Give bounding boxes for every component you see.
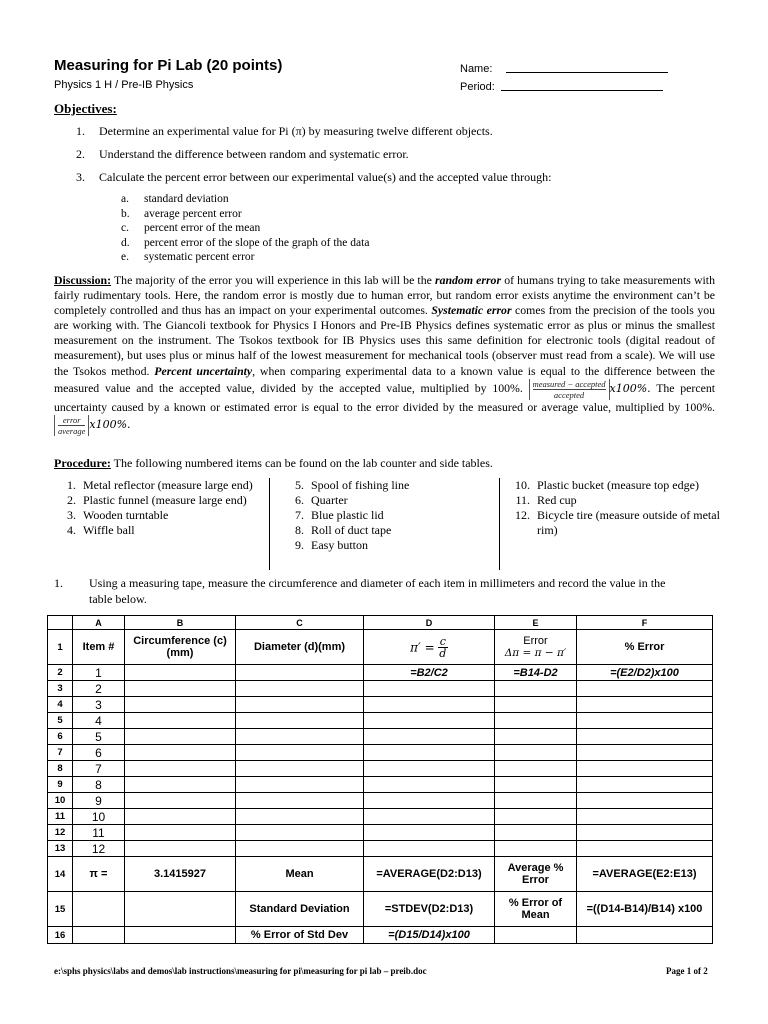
circumference-cell[interactable] [125,809,236,825]
mean-formula: =AVERAGE(D2:D13) [364,857,495,892]
item-number: 10. [515,478,530,492]
document-title [54,57,282,74]
procedure-intro-text: The following numbered items can be found on the lab counter and side tables. [110,456,493,470]
row-number: 12 [48,825,73,841]
percent-error-cell[interactable] [577,777,713,793]
table-row [48,745,713,761]
error-cell[interactable] [495,841,577,857]
diameter-cell[interactable] [236,681,364,697]
formula-cell: =B14-D2 [495,665,577,681]
subitem-text: systematic percent error [144,251,255,264]
percent-uncertainty-fraction [529,379,610,400]
std-dev-error-formula: =(D15/D14)x100 [364,927,495,944]
item-number: 11. [515,493,530,507]
discussion-text: The majority of the error you will experience in this lab will be the [111,273,435,287]
procedure-heading: Procedure: [54,456,111,470]
pi-cell[interactable] [364,777,495,793]
header-circumference: Circumference (c)(mm) [125,630,236,665]
period-field [460,80,663,93]
column-letter: F [577,616,713,630]
random-error-term: random error [434,273,502,287]
measurement-table [47,615,713,944]
item-number: 6. [295,493,304,507]
column-divider [269,478,270,570]
pi-cell[interactable] [364,681,495,697]
objective-item [76,147,409,162]
subitem [121,221,369,236]
header-diameter: Diameter (d)(mm) [236,630,364,665]
subitem-text: percent error of the mean [144,222,261,235]
empty-cell [125,892,236,927]
empty-cell [495,927,577,944]
percent-error-cell[interactable] [577,761,713,777]
pi-cell[interactable] [364,761,495,777]
pi-cell[interactable] [364,729,495,745]
discussion-text: , when comparing experimental data to a known value is equal to the difference between the measured value and the accepted value, divided by the accepted value, multiplied by 100%. [54,363,716,395]
diameter-cell[interactable] [236,841,364,857]
fraction-denominator: average [58,425,86,436]
error-cell[interactable] [495,809,577,825]
points-text: (20 points) [206,57,283,74]
percent-error-cell[interactable] [577,841,713,857]
item-number: 4. [67,523,76,537]
item-number-cell: 7 [73,761,125,777]
error-cell[interactable] [495,825,577,841]
diameter-cell[interactable] [236,777,364,793]
discussion-paragraph [54,273,715,436]
item-number: 7. [295,508,304,522]
table-row [48,713,713,729]
diameter-cell[interactable] [236,665,364,681]
circumference-cell[interactable] [125,681,236,697]
circumference-cell[interactable] [125,745,236,761]
name-label: Name: [460,63,493,75]
header-pi-prime [364,630,495,665]
procedure-item [282,523,492,538]
circumference-cell[interactable] [125,665,236,681]
error-label: Error [523,635,548,647]
error-cell[interactable] [495,729,577,745]
objective-item [76,170,551,185]
column-divider [499,478,500,570]
objective-subitems [121,192,369,265]
fraction-numerator: measured − accepted [532,378,606,389]
column-letter: B [125,616,236,630]
name-blank-line [506,62,668,73]
corner-cell [48,616,73,630]
error-cell[interactable] [495,793,577,809]
pi-cell[interactable] [364,713,495,729]
average-error-formula: =AVERAGE(E2:E13) [577,857,713,892]
objective-number: 2. [76,147,85,161]
subitem-letter: a. [121,193,129,205]
fraction-denominator: accepted [553,389,585,400]
circumference-cell[interactable] [125,777,236,793]
formula-cell: =(E2/D2)x100 [577,665,713,681]
item-number-cell: 5 [73,729,125,745]
percent-error-cell[interactable] [577,729,713,745]
procedure-item [282,493,492,508]
objective-text: Understand the difference between random and systematic error. [99,147,409,161]
pi-cell[interactable] [364,697,495,713]
item-text: Red cup [537,493,577,507]
item-number-cell: 3 [73,697,125,713]
pi-value: 3.1415927 [125,857,236,892]
empty-cell [577,927,713,944]
row-number: 3 [48,681,73,697]
formula-cell: =B2/C2 [364,665,495,681]
procedure-item [282,538,492,553]
item-text: Quarter [311,493,348,507]
summary-row-std-error [48,927,713,944]
procedure-item [54,478,259,493]
pi-cell[interactable] [364,809,495,825]
average-error-label: Average % Error [495,857,577,892]
item-number-cell: 9 [73,793,125,809]
item-number: 8. [295,523,304,537]
table-row [48,809,713,825]
circumference-cell[interactable] [125,825,236,841]
procedure-step-1 [54,575,665,607]
empty-cell [125,927,236,944]
subitem [121,250,369,265]
subitem-letter: b. [121,207,130,220]
item-number-cell: 6 [73,745,125,761]
diameter-cell[interactable] [236,713,364,729]
procedure-item [508,478,720,493]
header-item: Item # [73,630,125,665]
diameter-cell[interactable] [236,745,364,761]
error-cell[interactable] [495,713,577,729]
table-row [48,729,713,745]
row-number: 10 [48,793,73,809]
pi-prime-lhs: π′ = [410,640,435,654]
header-row [48,630,713,665]
subitem [121,236,369,251]
row-number: 14 [48,857,73,892]
procedure-list-col2 [282,478,492,553]
item-text: Blue plastic lid [311,508,384,522]
std-dev-error-label: % Error of Std Dev [236,927,364,944]
item-text: Wooden turntable [83,508,169,522]
header-percent-error: % Error [577,630,713,665]
item-number-cell: 12 [73,841,125,857]
fraction-multiplier: x100%. [609,381,651,395]
error-of-mean-label: % Error of Mean [495,892,577,927]
item-number: 12. [515,508,530,522]
item-number: 1. [67,478,76,492]
column-letter: E [495,616,577,630]
step-text-cont: table below. [89,592,147,606]
course-subtitle: Physics 1 H / Pre-IB Physics [54,79,194,91]
std-dev-label: Standard Deviation [236,892,364,927]
table-row [48,697,713,713]
row-number: 1 [48,630,73,665]
objective-text: Calculate the percent error between our experimental value(s) and the accepted value through: [99,170,552,184]
item-number-cell: 1 [73,665,125,681]
objective-number: 3. [76,170,85,184]
pi-denominator: d [439,646,447,660]
row-number: 4 [48,697,73,713]
diameter-cell[interactable] [236,729,364,745]
error-cell[interactable] [495,745,577,761]
item-text: Metal reflector (measure large end) [83,478,253,492]
table-row [48,761,713,777]
row-number: 9 [48,777,73,793]
row-number: 11 [48,809,73,825]
circumference-cell[interactable] [125,761,236,777]
item-text: Bicycle tire (measure outside of metal rim) [537,508,720,537]
objective-text: Determine an experimental value for Pi (π) by measuring twelve different objects. [99,124,493,138]
procedure-item [54,508,259,523]
error-cell[interactable] [495,777,577,793]
diameter-cell[interactable] [236,793,364,809]
pi-cell[interactable] [364,745,495,761]
procedure-item [282,508,492,523]
summary-row-mean [48,857,713,892]
item-number-cell: 2 [73,681,125,697]
row-number: 8 [48,761,73,777]
table-row [48,665,713,681]
row-number: 15 [48,892,73,927]
circumference-cell[interactable] [125,841,236,857]
pi-cell[interactable] [364,793,495,809]
table-row [48,825,713,841]
subitem [121,192,369,207]
percent-error-cell[interactable] [577,681,713,697]
subitem-letter: e. [121,251,129,264]
percent-error-cell[interactable] [577,745,713,761]
objective-item [76,124,493,139]
fraction-numerator: error [58,415,85,426]
circumference-cell[interactable] [125,729,236,745]
period-label: Period: [460,81,495,93]
circumference-cell[interactable] [125,793,236,809]
item-number: 2. [67,493,76,507]
circumference-cell[interactable] [125,697,236,713]
header-error [495,630,577,665]
procedure-item [508,493,720,508]
pi-cell[interactable] [364,841,495,857]
discussion-text: of humans trying to take measurements with fairly rudimentary tools. Here, the random error is mostly due to human error, but random error exists anytime the environment can’t be completely controlled and thus has an impact on your experimental outcomes. [54,273,715,318]
procedure-item [54,523,259,538]
item-text: Wiffle ball [83,523,135,537]
diameter-cell[interactable] [236,825,364,841]
pi-fraction [438,636,448,659]
row-number: 16 [48,927,73,944]
item-number-cell: 8 [73,777,125,793]
item-number: 5. [295,478,304,492]
error-fraction [54,415,89,436]
table-row [48,793,713,809]
fraction-multiplier: x100%. [89,417,131,431]
step-number: 1. [54,576,63,590]
empty-cell [73,927,125,944]
table-row [48,841,713,857]
row-number: 2 [48,665,73,681]
column-letter: D [364,616,495,630]
error-cell[interactable] [495,761,577,777]
table-row [48,777,713,793]
subitem-letter: d. [121,236,130,249]
table-row [48,681,713,697]
procedure-item [282,478,492,493]
step-text: Using a measuring tape, measure the circumference and diameter of each item in millimeters and record the value in the [89,576,666,590]
diameter-cell[interactable] [236,697,364,713]
systematic-error-term: Systematic error [431,303,512,318]
item-text: Spool of fishing line [311,478,410,492]
procedure-item [54,493,259,508]
percent-uncertainty-term: Percent uncertainty [154,363,253,378]
item-text: Plastic funnel (measure large end) [83,493,247,507]
percent-error-cell[interactable] [577,697,713,713]
percent-error-cell[interactable] [577,793,713,809]
discussion-text: comes from the precision of the tools you are working with. The Giancoli textbook for Physics I Honors and Pre-IB Physics defines systematic error as plus or minus the smallest measurement on the instrument. The Tsokos textbook for IB Physics uses this same definition for electronic tools (digital readout of measurement), but uses plus or minus half of the lowest measurement for mechanical tools (observer must read from a scale). We will use the Tsokos method. [54,303,716,378]
error-cell[interactable] [495,697,577,713]
item-number: 3. [67,508,76,522]
percent-error-cell[interactable] [577,713,713,729]
column-letter: A [73,616,125,630]
percent-error-cell[interactable] [577,825,713,841]
mean-label: Mean [236,857,364,892]
item-number-cell: 11 [73,825,125,841]
row-number: 6 [48,729,73,745]
diameter-cell[interactable] [236,809,364,825]
error-cell[interactable] [495,681,577,697]
summary-row-stdev [48,892,713,927]
footer-file-path: e:\sphs physics\labs and demos\lab instructions\measuring for pi\measuring for pi lab – preib.doc [54,966,427,976]
error-formula: Δπ = π − π′ [504,647,567,659]
percent-error-cell[interactable] [577,809,713,825]
error-of-mean-formula: =((D14-B14)/B14) x100 [577,892,713,927]
item-text: Easy button [311,538,368,552]
footer-page-number: Page 1 of 2 [666,966,708,976]
diameter-cell[interactable] [236,761,364,777]
empty-cell [73,892,125,927]
row-number: 5 [48,713,73,729]
row-number: 7 [48,745,73,761]
item-number: 9. [295,538,304,552]
name-field [460,62,668,75]
item-number-cell: 10 [73,809,125,825]
row-number: 13 [48,841,73,857]
item-text: Roll of duct tape [311,523,392,537]
pi-numerator: c [439,634,446,648]
title-text: Measuring for Pi Lab [54,57,203,74]
discussion-heading: Discussion: [54,273,112,287]
procedure-list-col3 [508,478,720,538]
column-letter-row [48,616,713,630]
procedure-intro [54,456,493,471]
discussion-text: The percent uncertainty caused by a known or estimated error is equal to the error divided by the measured or average value, multiplied by 100%. [54,380,715,414]
circumference-cell[interactable] [125,713,236,729]
column-letter: C [236,616,364,630]
subitem-letter: c. [121,222,129,235]
subitem [121,207,369,222]
period-blank-line [501,80,663,91]
procedure-list-col1 [54,478,259,538]
objectives-heading: Objectives: [54,101,117,116]
procedure-item [508,508,720,538]
pi-cell[interactable] [364,825,495,841]
objective-number: 1. [76,124,85,138]
subitem-text: standard deviation [144,193,229,205]
std-dev-formula: =STDEV(D2:D13) [364,892,495,927]
item-number-cell: 4 [73,713,125,729]
subitem-text: percent error of the slope of the graph of the data [144,236,370,249]
subitem-text: average percent error [144,207,242,220]
pi-label: π = [73,857,125,892]
item-text: Plastic bucket (measure top edge) [537,478,699,492]
